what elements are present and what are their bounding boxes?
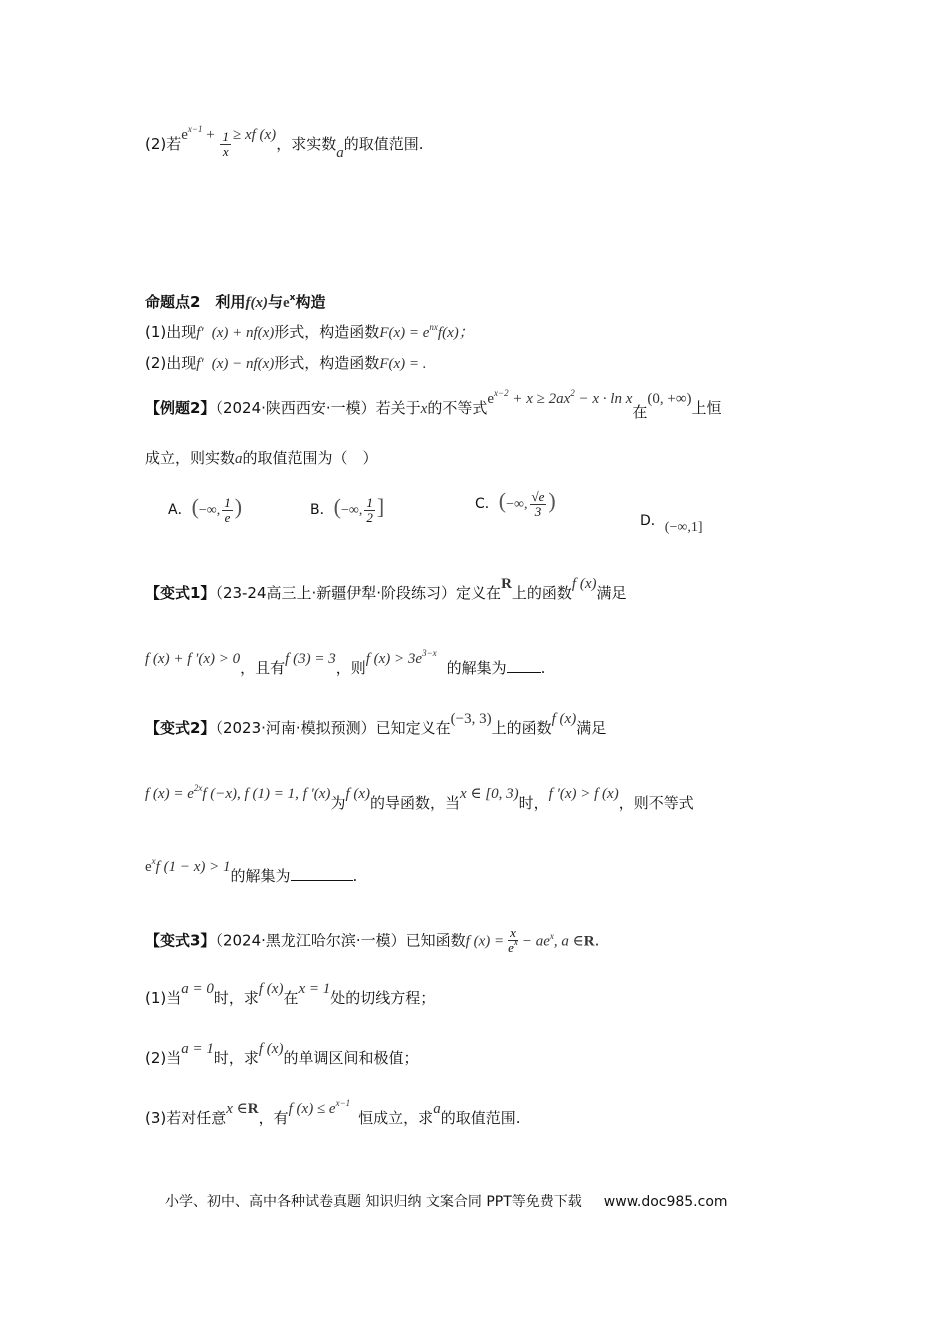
- rule-1: (1)出现f′ (x) + nf(x)形式，构造函数$F(x) = e^{nx}f(x)$；: [145, 322, 474, 341]
- variant-2-condition: f $(x) = e^{2x}f$ (−x), f (1) = 1, f ′(x)为f (x)的导函数，当x ∈ [0, 3)时，f ′(x) > f (x)，则不等式: [145, 783, 694, 812]
- choice-a[interactable]: A．(−∞, $\frac{1}{e}$ ): [168, 494, 243, 525]
- example-2-stem: 【例题2】（2024·陕西西安·一模）若关于x的不等式$e^{x-2} + x \ge 2ax^2 - x \cdot \ln x$在(0, +∞)上恒: [145, 388, 722, 421]
- answer-blank[interactable]: [291, 866, 353, 881]
- answer-blank[interactable]: [507, 658, 541, 673]
- variant-2-inequality: $e^xf$ (1 − x) > 1的解集为 .: [145, 856, 358, 885]
- rule-2: (2)出现f′ (x) − nf(x)形式，构造函数F(x) = .: [145, 354, 427, 372]
- variant-2-stem: 【变式2】（2023·河南·模拟预测）已知定义在(−3, 3)上的函数f (x)满足: [145, 711, 607, 737]
- fraction-1-over-x: $\frac{1}{x}$: [222, 129, 229, 159]
- math-inequality: ≥ xf (x): [232, 127, 277, 143]
- example-2-stem-line2: 成立，则实数a的取值范围为（ ）: [145, 449, 378, 467]
- variant-3-stem: 【变式3】（2024·黑龙江哈尔滨·一模）已知函数f (x) = $\frac{x}{e^x}$ − $ae^x$, a ∈R.: [145, 925, 600, 955]
- section-title: 命题点2 利用f(x)与$e^x$构造: [145, 293, 326, 311]
- math-e: e: [181, 127, 188, 143]
- choice-c[interactable]: C．(−∞, $\frac{√e}{3}$ ): [475, 488, 556, 519]
- variant-1-stem: 【变式1】（23-24高三上·新疆伊犁·阶段练习）定义在R上的函数f (x)满足: [145, 576, 627, 602]
- variant-label: 【变式2】: [145, 719, 216, 737]
- variant-label: 【变式1】: [145, 584, 216, 602]
- question-2-top: (2)若$e^{x-1}$ + $\frac{1}{x}$ ≥ xf (x)，求实数a的取值范围.: [145, 124, 424, 161]
- variant-1-condition: f (x) + f ′(x) > 0，且有f (3) = 3，则f $(x) > 3e^{3-x}$的解集为 .: [145, 648, 546, 677]
- footer-text: 小学、初中、高中各种试卷真题 知识归纳 文案合同 PPT等免费下载: [165, 1194, 582, 1210]
- footer-url[interactable]: www.doc985.com: [603, 1194, 728, 1210]
- variant-3-q3: (3)若对任意x ∈R，有f $(x) \le e^{x-1}$恒成立，求a的取值范围.: [145, 1098, 521, 1127]
- choice-b[interactable]: B．(−∞, $\frac{1}{2}$ ]: [310, 494, 385, 525]
- variant-3-q1: (1)当a = 0时，求f (x)在x = 1处的切线方程；: [145, 981, 436, 1007]
- example-label: 【例题2】: [145, 399, 216, 417]
- variable-a: a: [336, 145, 344, 161]
- question-prefix: (2)若: [145, 135, 182, 153]
- choice-d[interactable]: D．(−∞,1]: [640, 513, 703, 535]
- variant-label: 【变式3】: [145, 931, 216, 950]
- page-footer: [165, 1191, 728, 1211]
- variant-3-q2: (2)当a = 1时，求f (x)的单调区间和极值；: [145, 1041, 419, 1067]
- math-exponent: x−1: [187, 124, 203, 134]
